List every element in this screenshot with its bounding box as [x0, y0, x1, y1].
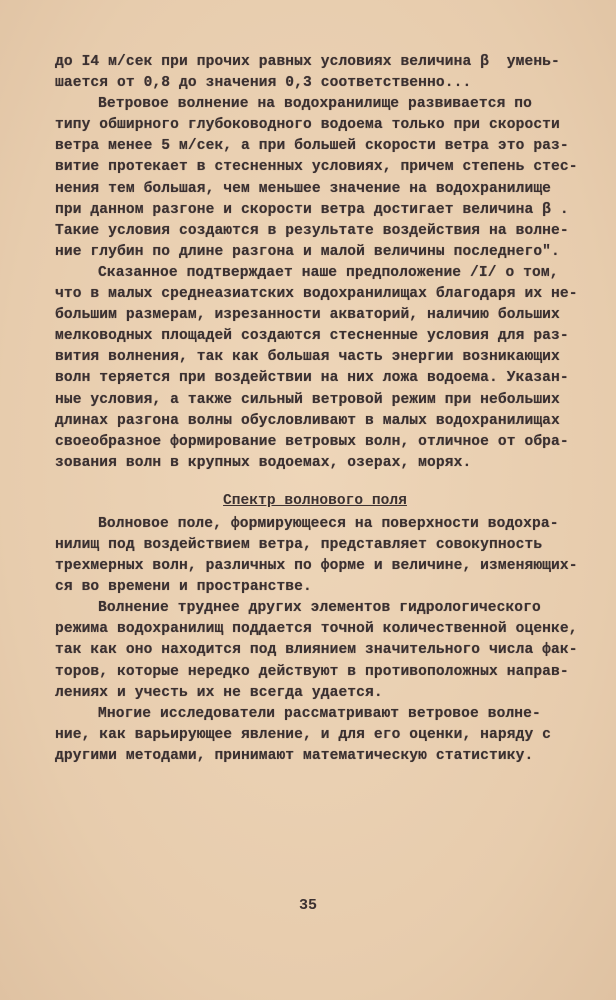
text-line: трехмерных волн, различных по форме и величине, изменяющих-: [55, 558, 578, 575]
paragraph: [55, 94, 578, 263]
text-line: своеобразное формирование ветровых волн, отличное от обра-: [55, 433, 569, 450]
section-heading: [55, 491, 575, 509]
text-line: ние глубин по длине разгона и малой величины последнего".: [55, 243, 560, 260]
text-line: так как оно находится под влиянием значительного числа фак-: [55, 642, 578, 659]
text-line: нилищ под воздействием ветра, представляет совокупность: [55, 536, 543, 553]
text-line: до I4 м/сек при прочих равных условиях величина β умень-: [55, 54, 560, 70]
text-line: торов, которые нередко действуют в противоположных направ-: [55, 663, 569, 680]
paragraph: [55, 704, 575, 767]
text-line: зования волн в крупных водоемах, озерах, морях.: [55, 454, 472, 471]
text-line: витие протекает в стесненных условиях, причем степень стес-: [55, 159, 578, 176]
text-line: режима водохранилищ поддается точной количественной оценке,: [55, 621, 578, 638]
section-body-2: [55, 514, 578, 767]
paragraph: [55, 52, 575, 94]
paragraph: [55, 263, 578, 474]
text-line: Сказанное подтверждает наше предположение /I/ о том,: [98, 264, 559, 281]
paragraph: [55, 514, 578, 598]
paragraph: [55, 598, 578, 703]
text-line: большим размерам, изрезанности акваторий, наличию больших: [55, 307, 560, 324]
text-line: Такие условия создаются в результате воздействия на волне-: [55, 222, 569, 239]
text-line: мелководных площадей создаются стесненные условия для раз-: [55, 328, 569, 345]
text-line: вития волнения, так как большая часть энергии возникающих: [55, 349, 560, 366]
text-line: типу обширного глубоководного водоема только при скорости: [55, 117, 560, 134]
text-line: лениях и учесть их не всегда удается.: [55, 684, 383, 701]
text-line: другими методами, принимают математическую статистику.: [55, 747, 534, 764]
text-line: ние, как варьирующее явление, и для его оценки, наряду с: [55, 726, 552, 743]
text-line: длинах разгона волны обусловливают в малых водохранилищах: [55, 412, 560, 429]
text-line: Волновое поле, формирующееся на поверхности водохра-: [98, 515, 559, 532]
section-body-1: [55, 52, 578, 474]
text-line: шается от 0,8 до значения 0,3 соответственно...: [55, 75, 472, 92]
text-line: ветра менее 5 м/сек, а при большей скорости ветра это раз-: [55, 138, 569, 155]
text-line: что в малых среднеазиатских водохранилищах благодаря их не-: [55, 286, 578, 303]
text-line: ные условия, а также сильный ветровой режим при небольших: [55, 391, 560, 408]
text-line: Ветровое волнение на водохранилище развивается по: [98, 96, 533, 113]
text-line: Многие исследователи рассматривают ветровое волне-: [98, 705, 541, 722]
section-heading-text: Спектр волнового поля: [223, 492, 407, 509]
text-line: волн теряется при воздействии на них ложа водоема. Указан-: [55, 370, 569, 387]
document-page: [55, 52, 578, 767]
page-number: 35: [298, 897, 317, 914]
text-line: при данном разгоне и скорости ветра достигает величина β .: [55, 201, 569, 218]
text-line: Волнение труднее других элементов гидрологического: [98, 600, 541, 617]
text-line: ся во времени и пространстве.: [55, 579, 312, 596]
text-line: нения тем большая, чем меньшее значение на водохранилище: [55, 180, 552, 197]
